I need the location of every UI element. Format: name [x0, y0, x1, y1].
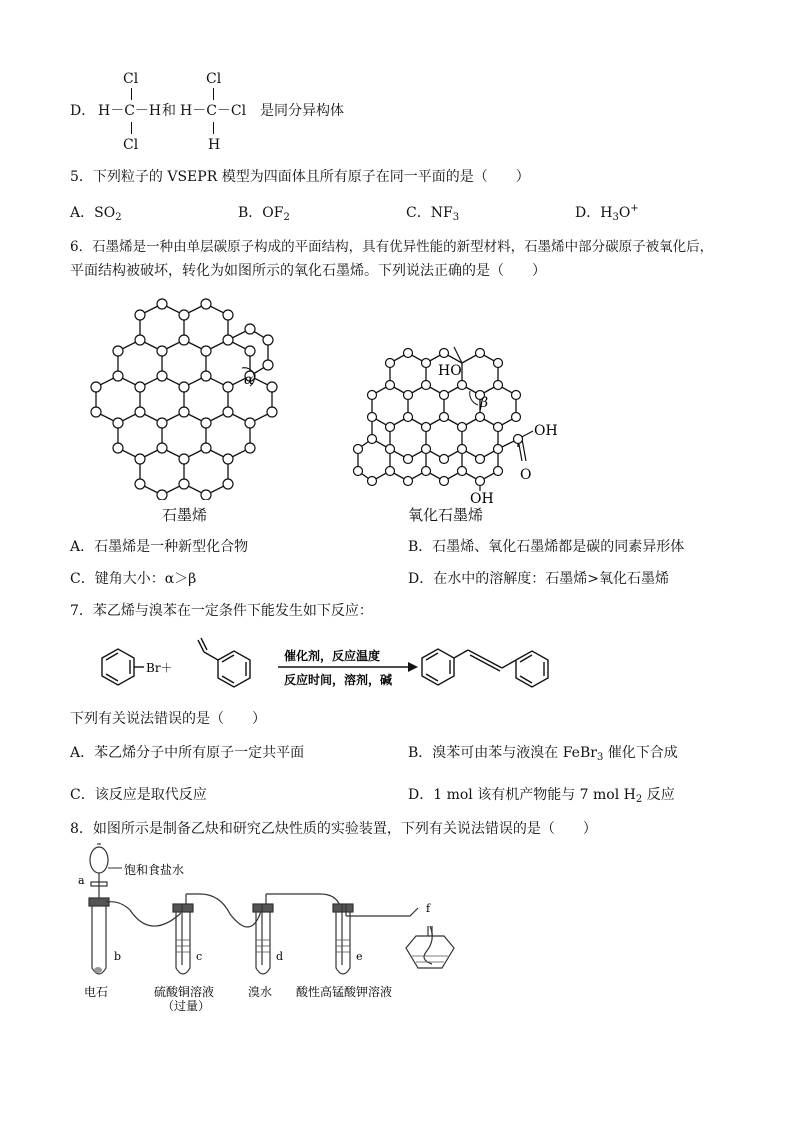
label-a: a: [78, 874, 85, 887]
graphene-structure-figure: [70, 290, 290, 500]
option-text: 催化下合成: [603, 745, 678, 761]
stilbene-product: [422, 649, 548, 687]
option-text: D．H: [575, 205, 613, 221]
label-d: d: [276, 950, 284, 963]
separatory-funnel: [90, 844, 108, 898]
bromine-tube-d: [253, 894, 342, 974]
option-a: A．石墨烯是一种新型化合物: [70, 539, 249, 555]
liquid-level: [256, 940, 270, 952]
option-text: C．NF: [406, 205, 453, 221]
option-b: B．石墨烯、氧化石墨烯都是碳的同素异形体: [408, 539, 685, 555]
option-c: [406, 202, 459, 223]
subscript: 2: [115, 212, 122, 223]
option-text: O: [618, 205, 631, 221]
subscript: 2: [283, 212, 290, 223]
arrow-head: [408, 662, 418, 672]
ho-group-label: HO: [438, 363, 462, 379]
graphene-lattice: [96, 304, 272, 495]
wash-tube-c: [173, 894, 262, 974]
label-c: c: [196, 950, 203, 963]
liquid-level: [412, 956, 448, 962]
label-f: f: [426, 902, 431, 915]
option-c: C．该反应是取代反应: [70, 787, 207, 803]
liquid-level: [176, 940, 190, 952]
subscript: 2: [635, 794, 643, 805]
option-text: A．SO: [70, 205, 116, 221]
option-c: C．键角大小：α＞β: [70, 571, 197, 587]
bond-line: [131, 88, 132, 100]
option-text: B．OF: [238, 205, 284, 221]
hydroxyl-oh-label: OH: [470, 491, 494, 505]
bond-line: [131, 122, 132, 134]
excess-label: （过量）: [162, 999, 211, 1013]
graphene-oxide-figure: [350, 335, 580, 505]
option-text: D．1 mol 该有机产物能与 7 mol H: [408, 787, 636, 803]
styrene-molecule: [198, 638, 250, 687]
condition-top: 催化剂，反应温度: [284, 649, 381, 663]
liquid-level: [336, 940, 350, 952]
label-e: e: [356, 950, 363, 963]
bond-line: [213, 88, 214, 100]
carbide-label: 电石: [84, 985, 109, 999]
label-b: b: [114, 950, 122, 963]
brine-label: 饱和食盐水: [124, 863, 185, 877]
graphene-oxide-caption: 氧化石墨烯: [408, 506, 484, 524]
formula2-row: H－C－Cl: [180, 103, 247, 119]
option-b: [238, 202, 290, 223]
bond-line: [213, 122, 214, 134]
reaction-tube-b: [89, 898, 182, 974]
angle-alpha-label: α: [244, 372, 254, 388]
subscript: 3: [596, 752, 604, 763]
question-stem-line1: 6．石墨烯是一种由单层碳原子构成的平面结构，具有优异性能的新型材料，石墨烯中部分碳原子被氧化后，: [70, 239, 714, 255]
bromobenzene-ring: [102, 649, 144, 685]
kmno4-label: 酸性高锰酸钾溶液: [296, 985, 393, 999]
carboxyl-oh-label: OH: [534, 423, 558, 439]
superscript: +: [630, 203, 639, 214]
option-a: [70, 202, 122, 223]
question-stem: 5．下列粒子的 VSEPR 模型为四面体且所有原子在同一平面的是（ ）: [70, 169, 530, 185]
option-d: [575, 202, 639, 223]
formula1-cl-bottom: Cl: [123, 137, 139, 153]
reaction-scheme: [70, 622, 600, 706]
formula1-cl-top: Cl: [123, 71, 139, 87]
graphene-caption: 石墨烯: [162, 506, 208, 524]
question-stem-line2: 平面结构被破坏，转化为如图所示的氧化石墨烯。下列说法正确的是（ ）: [70, 263, 546, 279]
option-letter: D．: [70, 103, 96, 119]
subscript: 3: [612, 212, 619, 223]
option-d: D．在水中的溶解度：石墨烯>氧化石墨烯: [408, 571, 669, 587]
option-a: A．苯乙烯分子中所有原子一定共平面: [70, 745, 305, 761]
formula2-h-bottom: H: [208, 137, 221, 153]
option-text: 反应: [642, 787, 675, 803]
carbonyl-o-label: O: [520, 467, 532, 483]
formula2-cl-top: Cl: [206, 71, 222, 87]
condition-bottom: 反应时间，溶剂，碱: [284, 673, 393, 687]
cuso4-label: 硫酸铜溶液: [154, 985, 215, 999]
angle-beta-label: β: [480, 395, 489, 411]
option-text: B．溴苯可由苯与液溴在 FeBr: [408, 745, 597, 761]
question-stem: 7．苯乙烯与溴苯在一定条件下能发生如下反应：: [70, 603, 373, 619]
option-d: [408, 784, 675, 805]
bond-line: [522, 439, 526, 461]
option-text: 是同分异构体: [260, 103, 344, 119]
option-b: [408, 742, 678, 763]
question-stem: 8．如图所示是制备乙炔和研究乙炔性质的实验装置，下列有关说法错误的是（ ）: [70, 821, 597, 837]
question-prompt: 下列有关说法错误的是（ ）: [70, 711, 266, 727]
subscript: 3: [452, 212, 460, 223]
formula1-row: H－C－H: [98, 103, 162, 119]
br-plus-label: Br＋: [146, 661, 173, 675]
bromine-water-label: 溴水: [248, 985, 273, 999]
permanganate-tube-e: [333, 904, 418, 974]
acetylene-apparatus-figure: [70, 840, 470, 1015]
connector-text: 和: [162, 103, 176, 119]
carbide-solid: [94, 967, 102, 973]
